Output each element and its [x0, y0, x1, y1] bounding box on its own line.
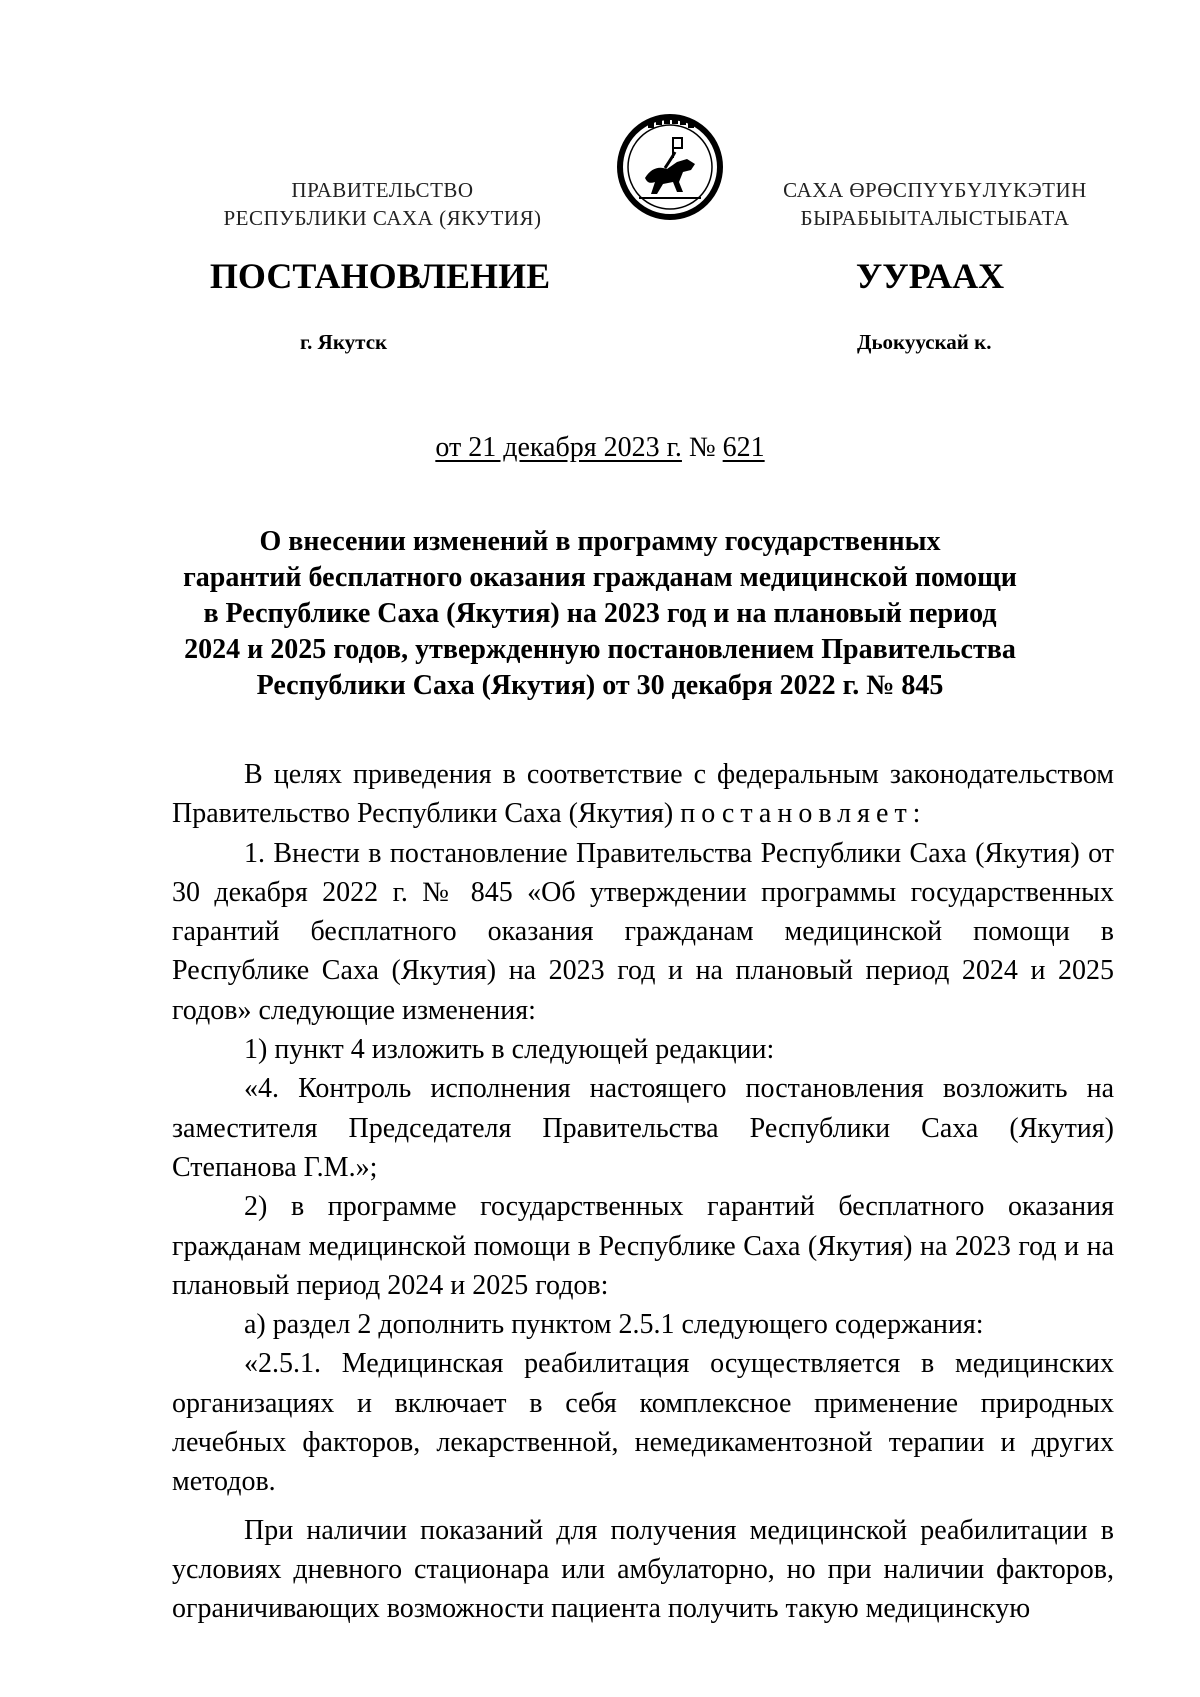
sakha-yakutia-coat-of-arms-icon	[615, 112, 725, 222]
city-russian: г. Якутск	[300, 330, 388, 354]
doc-type-sakha: УУРААХ	[855, 256, 1005, 296]
title-line: Республики Саха (Якутия) от 30 декабря 2022 г. № 845	[256, 670, 944, 701]
preamble-paragraph	[172, 755, 1114, 834]
government-name-russian	[190, 176, 575, 232]
body-paragraph: 2) в программе государственных гарантий бесплатного оказания гражданам медицинской помощи в Республике Саха (Якутия) на 2023 год и на плановый период 2024 и 2025 годов:	[172, 1191, 1114, 1301]
government-name-line2: РЕСПУБЛИКИ САХА (ЯКУТИЯ)	[223, 206, 542, 230]
document-number: 621	[722, 432, 765, 463]
government-name-sakha-line1: САХА ӨРӨСПYYБYЛYКЭТИН	[783, 178, 1087, 202]
number-sign: №	[688, 432, 716, 463]
resolves-word: постановляет:	[680, 798, 927, 830]
government-name-sakha-line2: БЫРАБЫЫТАЛЫСТЫБАТА	[800, 206, 1070, 230]
title-line: в Республике Саха (Якутия) на 2023 год и на плановый период	[203, 598, 997, 629]
body-paragraph: а) раздел 2 дополнить пунктом 2.5.1 следующего содержания:	[244, 1309, 984, 1341]
doc-type-russian: ПОСТАНОВЛЕНИЕ	[209, 256, 551, 296]
document-title	[150, 524, 1050, 704]
title-line: 2024 и 2025 годов, утвержденную постановлением Правительства	[184, 634, 1016, 665]
body-paragraph: «2.5.1. Медицинская реабилитация осуществляется в медицинских организациях и включает в себя комплексное применение природных лечебных факторов, лекарственной, немедикаментозной терапии и других методов.	[172, 1348, 1114, 1498]
body-paragraph: При наличии показаний для получения медицинской реабилитации в условиях дневного стационара или амбулаторно, но при наличии факторов, ограничивающих возможности пациента получить такую медицинскую	[172, 1514, 1114, 1625]
body-paragraph: 1) пункт 4 изложить в следующей редакции:	[244, 1034, 775, 1066]
document-date: от 21 декабря 2023 г.	[435, 432, 682, 463]
body-paragraph: 1. Внести в постановление Правительства Республики Саха (Якутия) от 30 декабря 2022 г. № 845 «Об утверждении программы государственных гарантий бесплатного оказания гражданам медицинской помощи в Республике Саха (Якутия) на 2023 год и на плановый период 2024 и 2025 годов» следующие изменения:	[172, 837, 1114, 1026]
title-line: гарантий бесплатного оказания гражданам медицинской помощи	[183, 562, 1017, 593]
title-line: О внесении изменений в программу государственных	[259, 526, 941, 557]
body-paragraph: «4. Контроль исполнения настоящего постановления возложить на заместителя Председателя Правительства Республики Саха (Якутия) Степанова Г.М.»;	[172, 1073, 1114, 1183]
city-sakha: Дьокуускай к.	[857, 330, 992, 354]
document-date-number	[0, 430, 1200, 466]
preamble-text: В целях приведения в соответствие с федеральным законодательством Правительство Республики Саха (Якутия)	[172, 759, 1114, 830]
government-name-line1: ПРАВИТЕЛЬСТВО	[291, 178, 474, 202]
document-body	[172, 755, 1114, 1629]
government-name-sakha	[755, 176, 1115, 232]
